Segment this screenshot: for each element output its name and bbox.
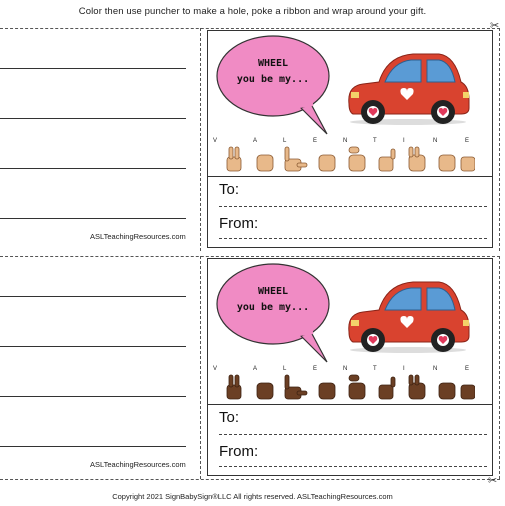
letter: L — [283, 138, 287, 144]
site-label: ASLTeachingResources.com — [90, 460, 186, 469]
speech-line-1: WHEEL — [257, 58, 289, 69]
letter: T — [373, 138, 377, 144]
letter: T — [373, 366, 377, 372]
letter: E — [313, 138, 318, 144]
copyright: Copyright 2021 SignBabySign®LLC All rights reserved. ASLTeachingResources.com — [112, 492, 393, 501]
tag-row-1 — [0, 20, 505, 251]
from-label: From: — [219, 215, 259, 232]
fold-line — [200, 28, 201, 251]
letter: A — [253, 138, 258, 144]
writing-line — [0, 446, 186, 447]
car-icon — [343, 42, 473, 126]
writing-line — [0, 396, 186, 397]
speech-bubble-icon — [215, 262, 337, 366]
tag-front — [207, 28, 494, 251]
writing-line — [0, 218, 186, 219]
letter: I — [403, 366, 405, 372]
site-label: ASLTeachingResources.com — [90, 232, 186, 241]
asl-hand-icon — [225, 373, 475, 401]
speech-line-1: WHEEL — [257, 286, 289, 297]
back-lines — [0, 28, 200, 251]
letter: E — [313, 366, 318, 372]
scissors-icon: ✂ — [488, 475, 498, 487]
to-label: To: — [219, 409, 240, 426]
cut-line — [499, 28, 500, 251]
writing-line — [0, 346, 186, 347]
writing-line — [0, 118, 186, 119]
from-line — [219, 238, 487, 239]
speech-line-2: you be my... — [236, 302, 310, 313]
writing-line — [0, 68, 186, 69]
to-label: To: — [219, 181, 240, 198]
letter: N — [433, 138, 438, 144]
to-line — [219, 434, 487, 435]
from-line — [219, 466, 487, 467]
writing-line — [0, 296, 186, 297]
tag-front — [207, 256, 494, 479]
speech-line-2: you be my... — [236, 74, 310, 85]
instructions: Color then use puncher to make a hole, poke a ribbon and wrap around your gift. — [78, 6, 427, 17]
letter: N — [433, 366, 438, 372]
letter: N — [343, 366, 348, 372]
scissors-icon: ✂ — [490, 20, 500, 32]
letter: V — [213, 138, 218, 144]
letter: E — [465, 366, 470, 372]
back-lines — [0, 256, 200, 479]
letter: L — [283, 366, 287, 372]
tag-row-2 — [0, 256, 505, 487]
car-icon — [343, 270, 473, 354]
speech-bubble-icon — [215, 34, 337, 138]
asl-hand-icon — [225, 145, 475, 173]
letter: A — [253, 366, 258, 372]
divider — [207, 176, 493, 177]
letter: I — [403, 138, 405, 144]
to-line — [219, 206, 487, 207]
letter: E — [465, 138, 470, 144]
letter: V — [213, 366, 218, 372]
divider — [207, 404, 493, 405]
from-label: From: — [219, 443, 259, 460]
letter: N — [343, 138, 348, 144]
writing-line — [0, 168, 186, 169]
cut-line — [0, 479, 500, 480]
fold-line — [200, 256, 201, 479]
cut-line — [499, 256, 500, 479]
